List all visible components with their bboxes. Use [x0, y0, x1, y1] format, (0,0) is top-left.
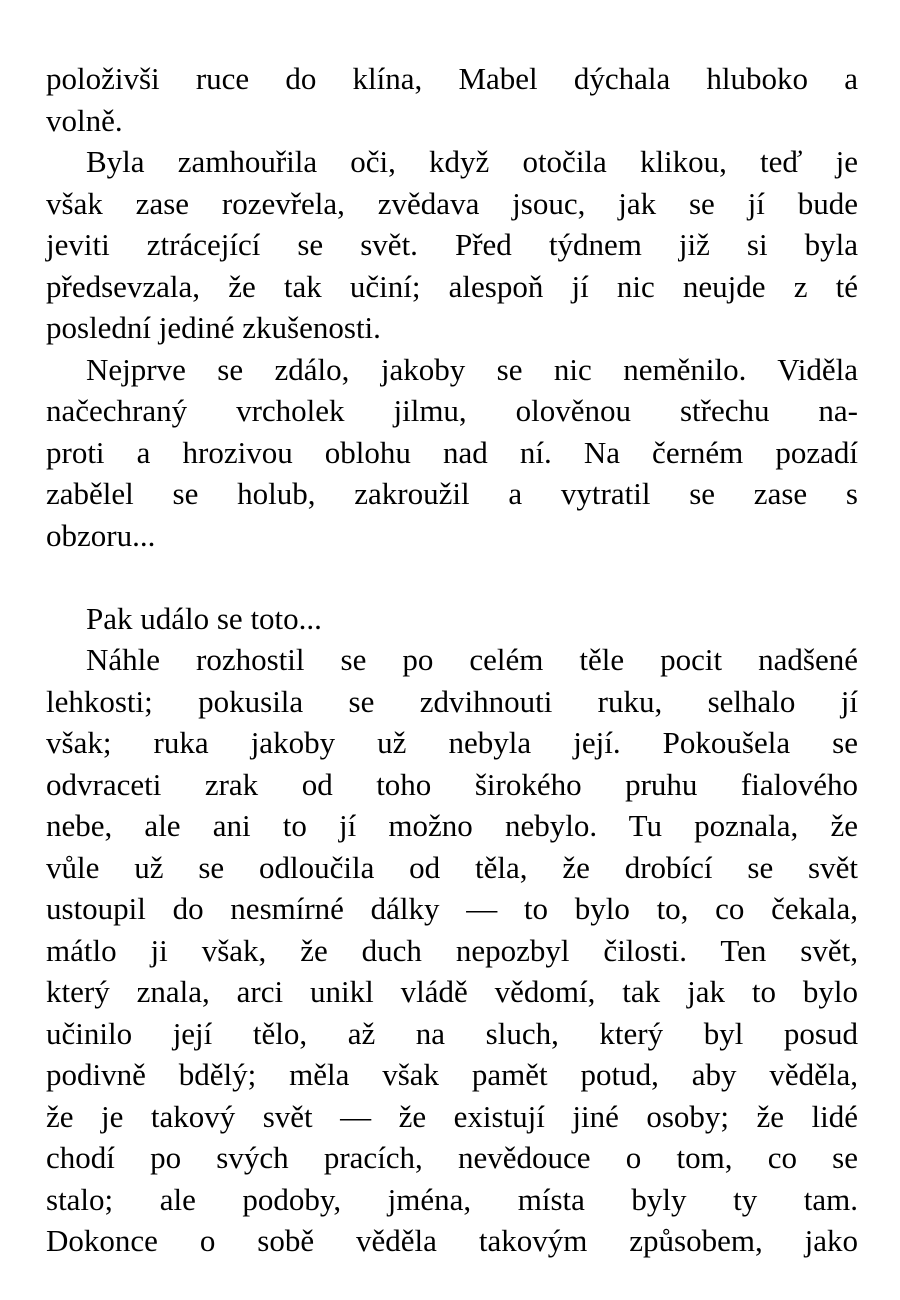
text-line: vůle už se odloučila od těla, že drobící se svět [46, 849, 858, 885]
text-line: ustoupil do nesmírné dálky — to bylo to, co čekala, [46, 891, 858, 926]
text-line: poslední jediné zkušenosti. [46, 310, 381, 345]
text-line: že je takový svět — že existují jiné osoby; že lidé [46, 1098, 858, 1134]
paragraph [46, 639, 858, 1262]
text-line: chodí po svých pracích, nevědouce o tom, co se [46, 1140, 858, 1175]
text-line: Pak událo se toto... [86, 600, 322, 636]
text-line: odvraceti zrak od toho širokého pruhu fialového [46, 766, 858, 802]
text-line: který znala, arci unikl vládě vědomí, tak jak to bylo [46, 974, 858, 1009]
text-line: položivši ruce do klína, Mabel dýchala hluboko a [46, 61, 858, 96]
paragraph [46, 349, 858, 557]
page-body [46, 58, 858, 1262]
text-line: proti a hrozivou oblohu nad ní. Na černém pozadí [46, 434, 858, 470]
paragraph [46, 141, 858, 349]
text-line: zabělel se holub, zakroužil a vytratil se zase s [46, 476, 858, 511]
text-line: Náhle rozhostil se po celém těle pocit nadšené [86, 642, 858, 677]
paragraph [46, 58, 858, 141]
text-line: předsevzala, že tak učiní; alespoň jí nic neujde z té [46, 268, 858, 304]
text-line: však zase rozevřela, zvědava jsouc, jak se jí bude [46, 185, 858, 221]
section-gap [46, 556, 858, 598]
text-line: jeviti ztrácející se svět. Před týdnem již si byla [46, 227, 858, 262]
text-line: Nejprve se zdálo, jakoby se nic neměnilo. Viděla [86, 351, 858, 387]
text-line: lehkosti; pokusila se zdvihnouti ruku, selhalo jí [46, 683, 858, 719]
text-line: obzoru... [46, 517, 156, 553]
text-line: učinilo její tělo, až na sluch, který byl posud [46, 1015, 858, 1051]
text-line: mátlo ji však, že duch nepozbyl čilosti. Ten svět, [46, 932, 858, 968]
text-line: volně. [46, 102, 123, 138]
paragraph [46, 598, 858, 640]
text-line: stalo; ale podoby, jména, místa byly ty tam. [46, 1181, 858, 1217]
text-line: Byla zamhouřila oči, když otočila klikou, teď je [86, 144, 858, 179]
text-line: načechraný vrcholek jilmu, olověnou střechu na- [46, 393, 858, 428]
text-line: však; ruka jakoby už nebyla její. Pokoušela se [46, 725, 858, 760]
text-line: Dokonce o sobě věděla takovým způsobem, jako [46, 1223, 858, 1258]
text-line: nebe, ale ani to jí možno nebylo. Tu poznala, že [46, 808, 858, 843]
text-line: podivně bdělý; měla však pamět potud, aby věděla, [46, 1057, 858, 1092]
